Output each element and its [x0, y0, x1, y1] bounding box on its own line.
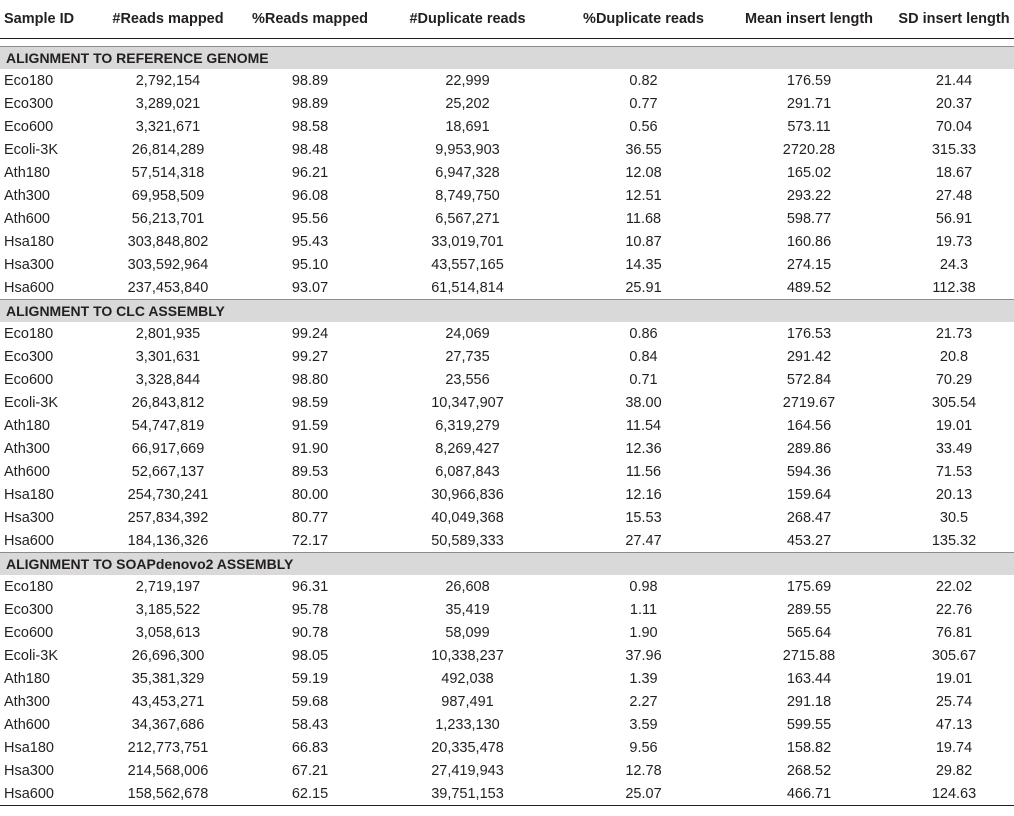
sd-insert-length-cell: 22.76	[935, 601, 973, 618]
mean-insert-length-cell: 291.42	[786, 348, 832, 365]
sd-insert-length-cell: 27.48	[935, 187, 973, 204]
reads-mapped-cell: 3,328,844	[135, 371, 201, 388]
table-row	[0, 644, 1014, 667]
duplicate-reads-cell: 9,953,903	[435, 141, 500, 158]
duplicate-reads-cell: 43,557,165	[431, 256, 504, 273]
percent-reads-mapped-cell: 95.78	[291, 601, 329, 618]
percent-duplicate-reads-cell: 3.59	[629, 716, 658, 733]
duplicate-reads-cell: 39,751,153	[372, 782, 563, 806]
percent-reads-mapped-cell: 72.17	[291, 532, 329, 549]
mean-insert-length-cell: 453.27	[786, 532, 832, 549]
section-title: ALIGNMENT TO REFERENCE GENOME	[0, 47, 1014, 70]
sample-id-cell: Ath180	[4, 417, 50, 434]
percent-reads-mapped-cell: 66.83	[291, 739, 329, 756]
sample-id-cell: Hsa180	[4, 233, 54, 250]
sample-id-cell: Eco600	[4, 624, 54, 641]
reads-mapped-cell: 56,213,701	[131, 210, 205, 227]
sd-insert-length-cell: 22.02	[935, 578, 973, 595]
percent-duplicate-reads-cell: 12.08	[625, 164, 662, 181]
reads-mapped-cell: 66,917,669	[131, 440, 205, 457]
reads-mapped-cell: 254,730,241	[127, 486, 209, 503]
table-row	[0, 621, 1014, 644]
mean-insert-length-cell: 2720.28	[782, 141, 836, 158]
sample-id-cell: Eco300	[4, 95, 54, 112]
sample-id-cell: Hsa180	[4, 486, 54, 503]
sample-id-cell: Ath600	[4, 716, 50, 733]
sample-id-cell: Ath300	[4, 693, 50, 710]
duplicate-reads-cell: 8,269,427	[435, 440, 500, 457]
table-row	[0, 391, 1014, 414]
percent-reads-mapped-cell: 99.27	[291, 348, 329, 365]
percent-duplicate-reads-cell: 1.11	[629, 601, 658, 618]
reads-mapped-cell: 3,321,671	[135, 118, 201, 135]
sd-insert-length-cell: 24.3	[939, 256, 969, 273]
percent-duplicate-reads-cell: 11.68	[625, 210, 662, 227]
header-row	[0, 0, 1014, 39]
sample-id-cell: Eco180	[4, 72, 54, 89]
mean-insert-length-cell: 594.36	[786, 463, 832, 480]
percent-reads-mapped-cell: 96.08	[291, 187, 329, 204]
percent-duplicate-reads-cell: 36.55	[625, 141, 662, 158]
mean-insert-length-cell: 268.47	[786, 509, 832, 526]
percent-reads-mapped-cell: 59.68	[291, 693, 329, 710]
duplicate-reads-cell: 27,419,943	[431, 762, 504, 779]
duplicate-reads-cell: 20,335,478	[431, 739, 504, 756]
percent-duplicate-reads-cell: 12.16	[625, 486, 662, 503]
sample-id-cell: Ath300	[4, 440, 50, 457]
header-reads-mapped: #Reads mapped	[88, 0, 248, 39]
reads-mapped-cell: 26,696,300	[131, 647, 205, 664]
sample-id-cell: Hsa600	[4, 279, 54, 296]
reads-mapped-cell: 212,773,751	[127, 739, 209, 756]
duplicate-reads-cell: 10,338,237	[431, 647, 504, 664]
mean-insert-length-cell: 268.52	[786, 762, 832, 779]
sample-id-cell: Eco180	[4, 578, 54, 595]
reads-mapped-cell: 69,958,509	[131, 187, 205, 204]
sample-id-cell: Ath180	[4, 164, 50, 181]
reads-mapped-cell: 303,848,802	[127, 233, 209, 250]
table-row	[0, 230, 1014, 253]
reads-mapped-cell: 35,381,329	[131, 670, 205, 687]
duplicate-reads-cell: 25,202	[445, 95, 490, 112]
mean-insert-length-cell: 573.11	[787, 118, 831, 135]
table-row	[0, 598, 1014, 621]
mean-insert-length-cell: 291.18	[786, 693, 832, 710]
mean-insert-length-cell: 598.77	[786, 210, 832, 227]
sample-id-cell: Hsa300	[4, 762, 54, 779]
sd-insert-length-cell: 25.74	[935, 693, 973, 710]
sd-insert-length-cell: 70.04	[935, 118, 973, 135]
table-row	[0, 69, 1014, 92]
sd-insert-length-cell: 112.38	[932, 279, 976, 296]
sample-id-cell: Ecoli-3K	[4, 647, 58, 664]
percent-reads-mapped-cell: 89.53	[291, 463, 329, 480]
table-row	[0, 322, 1014, 345]
sample-id-cell: Ecoli-3K	[4, 394, 58, 411]
percent-reads-mapped-cell: 80.77	[291, 509, 329, 526]
table-row	[0, 92, 1014, 115]
reads-mapped-cell: 57,514,318	[131, 164, 205, 181]
sample-id-cell: Eco300	[4, 348, 54, 365]
percent-duplicate-reads-cell: 38.00	[625, 394, 662, 411]
percent-reads-mapped-cell: 80.00	[291, 486, 329, 503]
sd-insert-length-cell: 124.63	[894, 782, 1014, 806]
table-row	[0, 161, 1014, 184]
duplicate-reads-cell: 8,749,750	[435, 187, 500, 204]
reads-mapped-cell: 43,453,271	[131, 693, 205, 710]
sample-id-cell: Hsa600	[4, 532, 54, 549]
mean-insert-length-cell: 599.55	[786, 716, 832, 733]
reads-mapped-cell: 3,058,613	[135, 624, 201, 641]
table-row	[0, 207, 1014, 230]
percent-duplicate-reads-cell: 10.87	[625, 233, 662, 250]
reads-mapped-cell: 303,592,964	[127, 256, 209, 273]
percent-duplicate-reads-cell: 12.36	[625, 440, 662, 457]
percent-reads-mapped-cell: 95.10	[291, 256, 329, 273]
mean-insert-length-cell: 175.69	[786, 578, 832, 595]
percent-duplicate-reads-cell: 0.82	[629, 72, 658, 89]
percent-reads-mapped-cell: 91.59	[291, 417, 329, 434]
section-header-row	[0, 47, 1014, 70]
duplicate-reads-cell: 6,567,271	[435, 210, 500, 227]
sd-insert-length-cell: 70.29	[935, 371, 973, 388]
duplicate-reads-cell: 24,069	[445, 325, 490, 342]
percent-duplicate-reads-cell: 11.56	[625, 463, 662, 480]
percent-reads-mapped-cell: 67.21	[291, 762, 329, 779]
percent-reads-mapped-cell: 98.59	[291, 394, 329, 411]
table-row	[0, 713, 1014, 736]
percent-duplicate-reads-cell: 9.56	[629, 739, 658, 756]
mean-insert-length-cell: 160.86	[786, 233, 832, 250]
sd-insert-length-cell: 21.73	[935, 325, 973, 342]
mean-insert-length-cell: 2715.88	[782, 647, 836, 664]
header-sample-id: Sample ID	[0, 0, 88, 39]
sample-id-cell: Hsa300	[4, 509, 54, 526]
sd-insert-length-cell: 29.82	[935, 762, 973, 779]
percent-reads-mapped-cell: 96.31	[291, 578, 329, 595]
sample-id-cell: Ecoli-3K	[4, 141, 58, 158]
percent-duplicate-reads-cell: 0.77	[629, 95, 658, 112]
sd-insert-length-cell: 305.67	[931, 647, 977, 664]
percent-reads-mapped-cell: 58.43	[291, 716, 329, 733]
mean-insert-length-cell: 164.56	[786, 417, 832, 434]
table-row	[0, 138, 1014, 161]
header-percent-duplicate-reads: %Duplicate reads	[563, 0, 724, 39]
reads-mapped-cell: 34,367,686	[131, 716, 205, 733]
table-row	[0, 345, 1014, 368]
duplicate-reads-cell: 26,608	[445, 578, 490, 595]
duplicate-reads-cell: 23,556	[445, 371, 490, 388]
reads-mapped-cell: 158,562,678	[88, 782, 248, 806]
sd-insert-length-cell: 20.13	[935, 486, 973, 503]
sd-insert-length-cell: 19.01	[935, 670, 973, 687]
mean-insert-length-cell: 163.44	[786, 670, 832, 687]
percent-reads-mapped-cell: 62.15	[248, 782, 372, 806]
mean-insert-length-cell: 2719.67	[782, 394, 836, 411]
sd-insert-length-cell: 20.37	[935, 95, 973, 112]
header-sd-insert-length: SD insert length	[894, 0, 1014, 39]
table-row	[0, 276, 1014, 300]
table-row	[0, 506, 1014, 529]
table-row	[0, 736, 1014, 759]
sd-insert-length-cell: 305.54	[931, 394, 977, 411]
table-row	[0, 184, 1014, 207]
percent-duplicate-reads-cell: 12.78	[625, 762, 662, 779]
percent-reads-mapped-cell: 98.80	[291, 371, 329, 388]
table-row	[0, 115, 1014, 138]
sd-insert-length-cell: 76.81	[935, 624, 973, 641]
duplicate-reads-cell: 61,514,814	[431, 279, 504, 296]
table-row	[0, 253, 1014, 276]
reads-mapped-cell: 237,453,840	[127, 279, 209, 296]
sample-id-cell: Eco600	[4, 371, 54, 388]
table-row	[0, 782, 1014, 806]
table-row	[0, 667, 1014, 690]
sample-id-cell: Hsa300	[4, 256, 54, 273]
sd-insert-length-cell: 135.32	[931, 532, 977, 549]
percent-duplicate-reads-cell: 0.98	[629, 578, 658, 595]
mean-insert-length-cell: 565.64	[786, 624, 832, 641]
mean-insert-length-cell: 489.52	[786, 279, 832, 296]
sd-insert-length-cell: 47.13	[935, 716, 973, 733]
duplicate-reads-cell: 10,347,907	[431, 394, 504, 411]
section-header-row	[0, 553, 1014, 576]
percent-duplicate-reads-cell: 1.39	[629, 670, 658, 687]
sample-id-cell: Eco600	[4, 118, 54, 135]
sample-id-cell: Hsa600	[0, 782, 88, 806]
reads-mapped-cell: 2,792,154	[135, 72, 201, 89]
percent-reads-mapped-cell: 93.07	[291, 279, 329, 296]
mean-insert-length-cell: 293.22	[786, 187, 832, 204]
mean-insert-length-cell: 176.53	[786, 325, 832, 342]
duplicate-reads-cell: 33,019,701	[431, 233, 504, 250]
table-row	[0, 414, 1014, 437]
header-spacer	[0, 39, 1014, 47]
sd-insert-length-cell: 18.67	[935, 164, 973, 181]
percent-reads-mapped-cell: 98.05	[291, 647, 329, 664]
duplicate-reads-cell: 50,589,333	[431, 532, 504, 549]
table-row	[0, 368, 1014, 391]
percent-reads-mapped-cell: 99.24	[291, 325, 329, 342]
reads-mapped-cell: 214,568,006	[127, 762, 209, 779]
reads-mapped-cell: 2,719,197	[135, 578, 201, 595]
percent-reads-mapped-cell: 95.43	[291, 233, 329, 250]
table-row	[0, 529, 1014, 553]
reads-mapped-cell: 3,289,021	[135, 95, 201, 112]
sample-id-cell: Hsa180	[4, 739, 54, 756]
sample-id-cell: Eco300	[4, 601, 54, 618]
mean-insert-length-cell: 466.71	[724, 782, 894, 806]
mean-insert-length-cell: 159.64	[786, 486, 832, 503]
reads-mapped-cell: 26,814,289	[131, 141, 205, 158]
duplicate-reads-cell: 987,491	[441, 693, 494, 710]
mean-insert-length-cell: 158.82	[786, 739, 832, 756]
percent-duplicate-reads-cell: 15.53	[625, 509, 662, 526]
duplicate-reads-cell: 6,319,279	[435, 417, 500, 434]
table-row	[0, 483, 1014, 506]
section-title: ALIGNMENT TO SOAPdenovo2 ASSEMBLY	[0, 553, 1014, 576]
percent-duplicate-reads-cell: 25.07	[563, 782, 724, 806]
table-row	[0, 437, 1014, 460]
sample-id-cell: Ath600	[4, 463, 50, 480]
duplicate-reads-cell: 58,099	[445, 624, 490, 641]
mean-insert-length-cell: 291.71	[786, 95, 832, 112]
percent-reads-mapped-cell: 98.58	[291, 118, 329, 135]
percent-reads-mapped-cell: 98.48	[291, 141, 329, 158]
percent-reads-mapped-cell: 90.78	[291, 624, 329, 641]
duplicate-reads-cell: 22,999	[445, 72, 490, 89]
percent-duplicate-reads-cell: 25.91	[625, 279, 662, 296]
percent-duplicate-reads-cell: 0.71	[629, 371, 658, 388]
duplicate-reads-cell: 6,087,843	[435, 463, 500, 480]
reads-mapped-cell: 26,843,812	[131, 394, 205, 411]
sample-id-cell: Ath180	[4, 670, 50, 687]
header-duplicate-reads: #Duplicate reads	[372, 0, 563, 39]
mean-insert-length-cell: 289.86	[786, 440, 832, 457]
sd-insert-length-cell: 56.91	[935, 210, 973, 227]
percent-duplicate-reads-cell: 14.35	[625, 256, 662, 273]
reads-mapped-cell: 54,747,819	[131, 417, 205, 434]
percent-reads-mapped-cell: 98.89	[291, 72, 329, 89]
mean-insert-length-cell: 165.02	[786, 164, 832, 181]
reads-mapped-cell: 52,667,137	[131, 463, 205, 480]
sample-id-cell: Ath300	[4, 187, 50, 204]
percent-reads-mapped-cell: 98.89	[291, 95, 329, 112]
table-row	[0, 759, 1014, 782]
percent-duplicate-reads-cell: 37.96	[625, 647, 662, 664]
percent-duplicate-reads-cell: 12.51	[625, 187, 662, 204]
table-row	[0, 575, 1014, 598]
duplicate-reads-cell: 492,038	[441, 670, 494, 687]
reads-mapped-cell: 184,136,326	[127, 532, 209, 549]
table-body	[0, 39, 1014, 806]
percent-reads-mapped-cell: 91.90	[291, 440, 329, 457]
sd-insert-length-cell: 20.8	[939, 348, 969, 365]
duplicate-reads-cell: 1,233,130	[435, 716, 500, 733]
percent-duplicate-reads-cell: 2.27	[629, 693, 658, 710]
percent-duplicate-reads-cell: 27.47	[625, 532, 662, 549]
duplicate-reads-cell: 6,947,328	[435, 164, 500, 181]
sample-id-cell: Eco180	[4, 325, 54, 342]
percent-duplicate-reads-cell: 11.54	[625, 417, 662, 434]
table-header	[0, 0, 1014, 39]
sd-insert-length-cell: 21.44	[935, 72, 973, 89]
header-mean-insert-length: Mean insert length	[724, 0, 894, 39]
reads-mapped-cell: 257,834,392	[127, 509, 209, 526]
table-row	[0, 460, 1014, 483]
duplicate-reads-cell: 40,049,368	[431, 509, 504, 526]
percent-duplicate-reads-cell: 0.86	[629, 325, 658, 342]
reads-mapped-cell: 2,801,935	[135, 325, 201, 342]
sd-insert-length-cell: 33.49	[935, 440, 973, 457]
table-row	[0, 690, 1014, 713]
percent-duplicate-reads-cell: 0.56	[629, 118, 658, 135]
sd-insert-length-cell: 19.01	[935, 417, 973, 434]
sd-insert-length-cell: 315.33	[931, 141, 977, 158]
percent-reads-mapped-cell: 95.56	[291, 210, 329, 227]
mean-insert-length-cell: 572.84	[786, 371, 832, 388]
percent-duplicate-reads-cell: 1.90	[629, 624, 658, 641]
sd-insert-length-cell: 30.5	[939, 509, 969, 526]
sample-id-cell: Ath600	[4, 210, 50, 227]
header-percent-reads-mapped: %Reads mapped	[248, 0, 372, 39]
mean-insert-length-cell: 176.59	[786, 72, 832, 89]
sd-insert-length-cell: 71.53	[935, 463, 973, 480]
sd-insert-length-cell: 19.73	[935, 233, 973, 250]
reads-mapped-cell: 3,185,522	[135, 601, 201, 618]
mean-insert-length-cell: 289.55	[786, 601, 832, 618]
reads-mapped-cell: 3,301,631	[135, 348, 201, 365]
section-header-row	[0, 300, 1014, 323]
percent-duplicate-reads-cell: 0.84	[629, 348, 658, 365]
section-title: ALIGNMENT TO CLC ASSEMBLY	[0, 300, 1014, 323]
duplicate-reads-cell: 35,419	[445, 601, 490, 618]
percent-reads-mapped-cell: 96.21	[291, 164, 329, 181]
sd-insert-length-cell: 19.74	[935, 739, 973, 756]
duplicate-reads-cell: 27,735	[445, 348, 490, 365]
duplicate-reads-cell: 18,691	[445, 118, 490, 135]
duplicate-reads-cell: 30,966,836	[431, 486, 504, 503]
percent-reads-mapped-cell: 59.19	[291, 670, 329, 687]
mean-insert-length-cell: 274.15	[786, 256, 832, 273]
